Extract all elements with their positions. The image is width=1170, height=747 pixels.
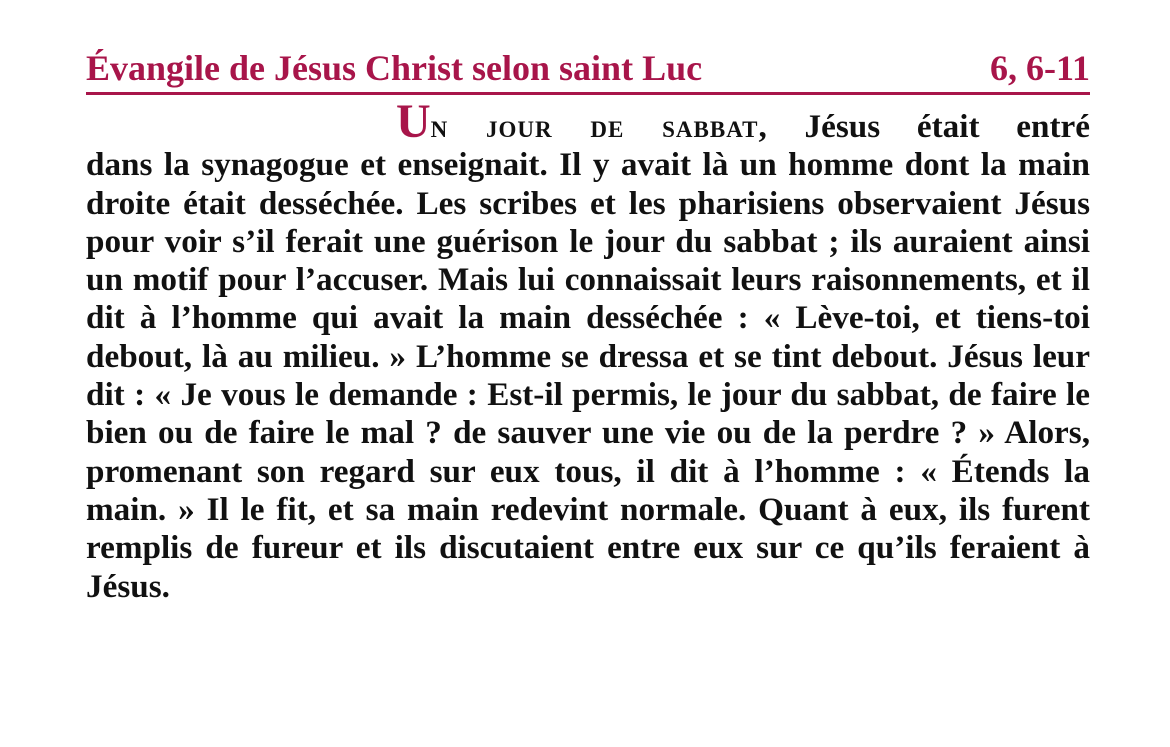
opening-line	[86, 95, 1090, 148]
scripture-reference: 6, 6-11	[989, 48, 1090, 88]
gospel-title: Évangile de Jésus Christ selon saint Luc	[86, 48, 703, 88]
opening-rest: Jésus était entré	[767, 108, 1090, 145]
opening-smallcaps: n jour de sabbat,	[430, 108, 768, 145]
gospel-header	[86, 44, 1090, 95]
drop-cap: U	[396, 95, 431, 148]
gospel-body: dans la synagogue et enseignait. Il y avait là un homme dont la main droite était desséchée. Les scribes et les pharisiens observaient Jésus pour voir s’il ferait une guérison le jour du sabbat ; ils auraient ainsi un motif pour l’accuser. Mais lui connaissait leurs raisonnements, et il dit à l’homme qui avait la main desséchée : « Lève-toi, et tiens-toi debout, là au milieu. » L’homme se dressa et se tint debout. Jésus leur dit : « Je vous le demande : Est-il permis, le jour du sabbat, de faire le bien ou de faire le mal ? de sauver une vie ou de la perdre ? » Alors, promenant son regard sur eux tous, il dit à l’homme : « Étends la main. » Il le fit, et sa main redevint normale. Quant à eux, ils furent remplis de fureur et ils discutaient entre eux sur ce qu’ils feraient à Jésus.	[86, 146, 1090, 605]
gospel-page	[86, 44, 1090, 606]
gospel-text	[86, 95, 1090, 606]
